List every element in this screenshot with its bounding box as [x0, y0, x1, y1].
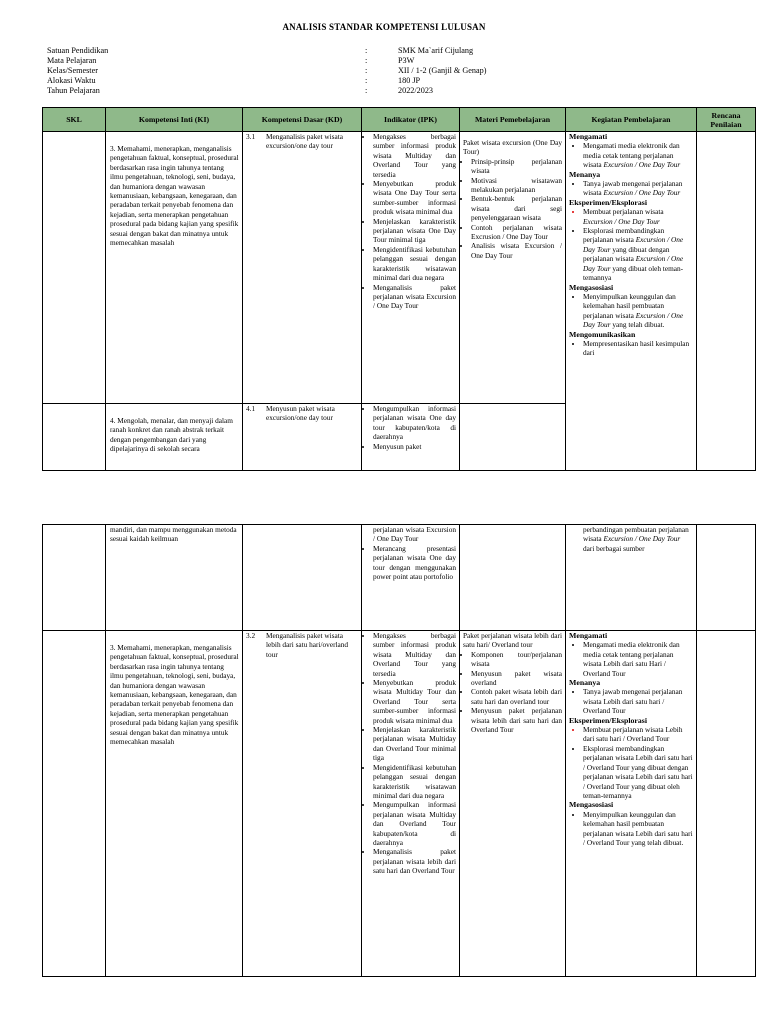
- ipk-item: • Menyebutkan produk wisata Multiday Tour dan Overland Tour serta sumber-sumber informasi produk wisata minimal dua: [373, 678, 456, 725]
- heading-mengamati: Mengamati: [569, 631, 608, 640]
- heading-mengasosiasi: Mengasosiasi: [569, 282, 614, 292]
- skl-cell: [43, 132, 106, 404]
- materi-cell: [460, 132, 566, 404]
- ki3-text: 3. Memahami, menerapkan, menganalisis pengetahuan faktual, konseptual, prosedural berdasarkan rasa ingin tahunya tentang ilmu pengetahuan, teknologi, seni, budaya, dan humaniora dengan wawasan kemanusiaan, kebangsaan, kenegaraan, dan peradaban terkait penyebab fenomena dan kejadian, serta menerapkan pengetahuan prosedural pada bidang kajian yang spesifik sesuai dengan bakat dan minatnya untuk memecahkan masalah: [110, 144, 239, 248]
- ipk-item: • Mengidentifikasi kebutuhan pelanggan sesuai dengan karakteristik wisatawan minimal dari dua negara: [373, 245, 456, 283]
- ipk-continued: perjalanan wisata Excursion / One Day Tour: [373, 525, 456, 544]
- ki-cell: [106, 132, 243, 404]
- ipk-item: • Mengakses berbagai sumber informasi produk wisata Multiday dan Overland Tour yang tersedia: [373, 132, 456, 179]
- kegiatan-cell: Mengamati • Mengamati media elektronik dan media cetak tentang perjalanan wisata Excursion / One Day Tour Menanya • Tanya jawab mengenai perjalanan wisata Excursion / One Day Tour Eksperimen/Eksplorasi • Membuat perjalanan wisata Excursion / One Day Tour • Eksplorasi membandingkan perjalanan wisata Excursion / One Day Tour yang dibuat dengan perjalanan wisata Excursion / One Day Tour yang dibuat oleh teman-temannya Mengasosiasi • Menyimpulkan keunggulan dan kelemahan hasil pembuatan perjalanan wisata Excursion / One Day Tour yang telah dibuat. Mengomunikasikan • Mempresentasikan hasil kesimpulan dari: [566, 132, 697, 471]
- ipk-item: • Menjelaskan karakteristik perjalanan wisata One Day Tour minimal tiga: [373, 217, 456, 245]
- ipk-cell: [362, 132, 460, 404]
- header-kegiatan: Kegiatan Pembelajaran: [566, 108, 697, 132]
- meta-row: Satuan Pendidikan : SMK Ma`arif Cijulang: [47, 46, 474, 55]
- rencana-cell: [697, 132, 756, 471]
- materi-intro: Paket wisata excursion (One Day Tour): [463, 138, 562, 157]
- materi-cell: [460, 631, 566, 977]
- header-skl: SKL: [43, 108, 106, 132]
- document-title: ANALISIS STANDAR KOMPETENSI LULUSAN: [282, 22, 486, 32]
- materi-cell: [460, 404, 566, 471]
- ipk-item: • Menganalisis paket perjalanan wisata lebih dari satu hari dan Overland Tour: [373, 847, 456, 875]
- kd-text: Menganalisis paket wisata lebih dari satu hari/overland tour: [266, 631, 349, 659]
- header-ipk: Indikator (IPK): [362, 108, 460, 132]
- heading-mengasosiasi: Mengasosiasi: [569, 800, 614, 810]
- ipk-cell: [362, 404, 460, 471]
- heading-eksperimen: Eksperimen/Eksplorasi: [569, 197, 647, 207]
- heading-menanya: Menanya: [569, 169, 601, 179]
- materi-item: • Komponen tour/perjalanan wisata: [471, 650, 562, 669]
- rencana-cell: [697, 525, 756, 631]
- skl-cell: [43, 631, 106, 977]
- ipk-item: • Mengidentifikasi kebutuhan pelanggan sesuai dengan karakteristik wisatawan minimal dari dua negara: [373, 763, 456, 801]
- materi-intro: Paket perjalanan wisata lebih dari satu hari/ Overland tour: [463, 631, 562, 650]
- kd-number: 3.2: [246, 631, 256, 640]
- meta-row: Alokasi Waktu : 180 JP: [47, 76, 421, 85]
- kd-cell: [243, 132, 362, 404]
- kegiatan-cell: perbandingan pembuatan perjalanan wisata Excursion / One Day Tour dari berbagai sumber: [566, 525, 697, 631]
- kd-number: 4.1: [246, 404, 256, 413]
- materi-item: • Contoh perjalanan wisata Excrusion / One Day Tour: [471, 223, 562, 242]
- ki4-text: 4. Mengolah, menalar, dan menyaji dalam ranah konkret dan ranah abstrak terkait dengan pengembangan dari yang dipelajarinya di sekolah secara: [110, 416, 233, 454]
- header-materi: Materi Pemebelajaran: [460, 108, 566, 132]
- heading-mengamati: Mengamati: [569, 132, 608, 141]
- ipk-item: • Menyusun paket: [373, 442, 456, 451]
- ipk-item: • Mengakses berbagai sumber informasi produk wisata Multiday dan Overland Tour yang tersedia: [373, 631, 456, 678]
- ipk-item: • Menjelaskan karakteristik perjalanan wisata Multiday dan Overland Tour minimal tiga: [373, 725, 456, 763]
- materi-item: • Bentuk-bentuk perjalanan wisata dari segi penyelenggaraan wisata: [471, 194, 562, 222]
- kd-cell: [243, 631, 362, 977]
- ki3-text: 3. Memahami, menerapkan, menganalisis pengetahuan faktual, konseptual, prosedural berdasarkan rasa ingin tahunya tentang ilmu pengetahuan, teknologi, seni, budaya, dan humaniora dengan wawasan kemanusiaan, kebangsaan, kenegaraan, dan peradaban terkait penyebab fenomena dan kejadian, serta menerapkan pengetahuan prosedural pada bidang kajian yang spesifik sesuai dengan bakat dan minatnya untuk memecahkan masalah: [110, 643, 239, 747]
- ipk-item: • Mengumpulkan informasi perjalanan wisata Multiday dan Overland Tour kabupaten/kota di daerahnya: [373, 800, 456, 847]
- header-ki: Kompetensi Inti (KI): [106, 108, 243, 132]
- materi-item: • Menyusun paket perjalanan wisata lebih dari satu hari dan Overland Tour: [471, 706, 562, 734]
- ki4-continued: mandiri, dan mampu menggunakan metoda sesuai kaidah keilmuan: [110, 525, 237, 544]
- skl-table-page-1: [42, 107, 756, 471]
- kegiatan-cell: Mengamati • Mengamati media elektronik dan media cetak tentang perjalanan wisata Lebih dari satu Hari / Overland Tour Menanya • Tanya jawab mengenai perjalanan wisata Lebih dari satu hari / Overland Tour Eksperimen/Eksplorasi • Membuat perjalanan wisata Lebih dari satu hari / Overland Tour • Eksplorasi membandingkan perjalanan wisata Lebih dari satu hari / Overland Tour yang dibuat dengan perjalanan wisata Lebih dari satu hari / Overland Tour yang dibuat oleh teman-temannya Mengasosiasi • Menyimpulkan keunggulan dan kelemahan hasil pembuatan perjalanan wisata Lebih dari satu hari / Overland Tour yang telah dibuat.: [566, 631, 697, 977]
- heading-eksperimen: Eksperimen/Eksplorasi: [569, 715, 647, 725]
- materi-item: • Contoh paket wisata lebih dari satu hari dan overland tour: [471, 687, 562, 706]
- meta-row: Tahun Pelajaran : 2022/2023: [47, 86, 434, 95]
- kd-text: Menyusun paket wisata excursion/one day tour: [266, 404, 335, 423]
- kd-cell: [243, 525, 362, 631]
- ipk-item: • Menyebutkan produk wisata One Day Tour serta sumber-sumber informasi produk wisata minimal dua: [373, 179, 456, 217]
- header-kd: Kompetensi Dasar (KD): [243, 108, 362, 132]
- identity-block: [47, 46, 747, 96]
- kd-text: Menganalisis paket wisata excursion/one day tour: [266, 132, 344, 151]
- ipk-item: • Menganalisis paket perjalanan wisata Excursion / One Day Tour: [373, 283, 456, 311]
- ipk-item: • Merancang presentasi perjalanan wisata One day tour dengan menggunakan power point atau portofolio: [373, 544, 456, 582]
- meta-row: Kelas/Semester : XII / 1-2 (Ganjil & Genap): [47, 66, 487, 75]
- materi-item: • Menyusun paket wisata overland: [471, 669, 562, 688]
- skl-cell: [43, 525, 106, 631]
- ki-cell: [106, 404, 243, 471]
- heading-mengomunikasikan: Mengomunikasikan: [569, 329, 636, 339]
- ki-cell: [106, 525, 243, 631]
- kd-cell: [243, 404, 362, 471]
- materi-item: • Prinsip-prinsip perjalanan wisata: [471, 157, 562, 176]
- skl-cell: [43, 404, 106, 471]
- meta-row: Mata Pelajaran : P3W: [47, 56, 415, 65]
- heading-menanya: Menanya: [569, 678, 601, 688]
- ipk-cell: [362, 631, 460, 977]
- materi-item: • Motivasi wisatawan melakukan perjalanan: [471, 176, 562, 195]
- ipk-item: • Mengumpulkan informasi perjalanan wisata One day tour kabupaten/kota di daerahnya: [373, 404, 456, 442]
- kd-number: 3.1: [246, 132, 256, 141]
- skl-table-page-2: [42, 524, 756, 977]
- rencana-cell: [697, 631, 756, 977]
- materi-item: • Analisis wisata Excursion / One Day Tour: [471, 241, 562, 260]
- ipk-cell: [362, 525, 460, 631]
- header-rencana: Rencana Penilaian: [697, 108, 756, 132]
- materi-cell: [460, 525, 566, 631]
- ki-cell: [106, 631, 243, 977]
